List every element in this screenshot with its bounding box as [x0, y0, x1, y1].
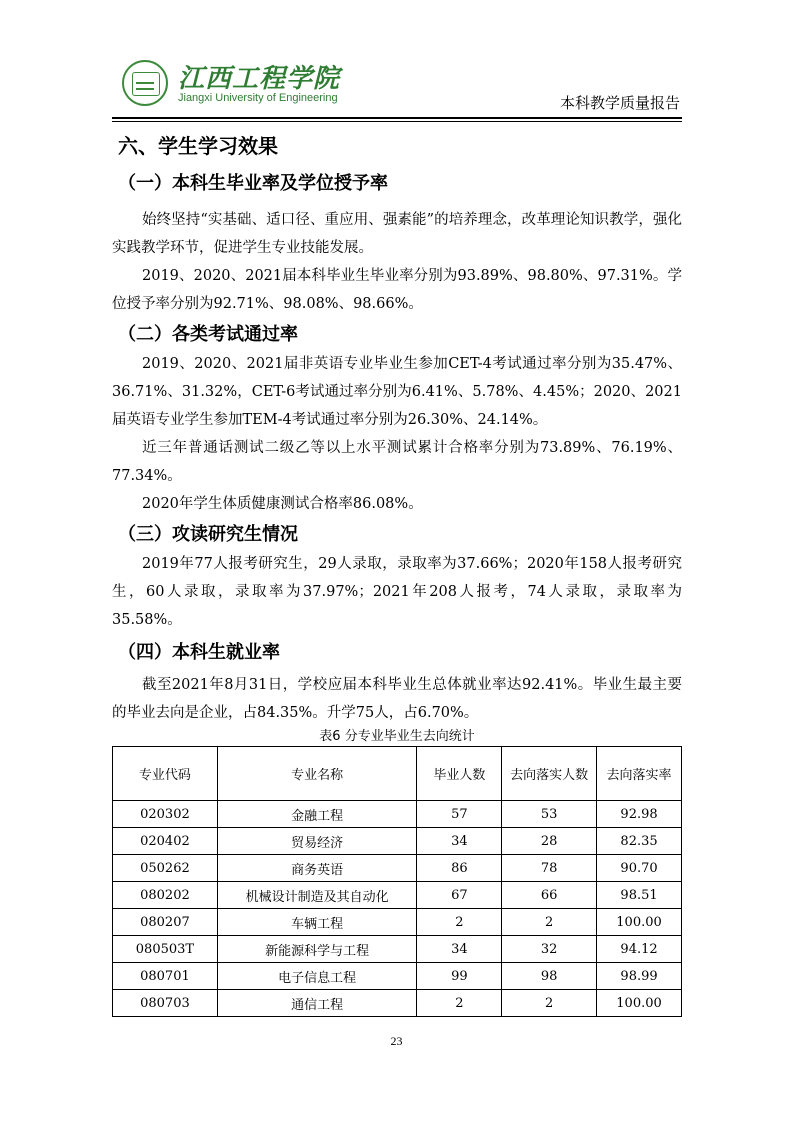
- placement-rate-cell: 98.99: [597, 963, 682, 990]
- table-caption: 表6 分专业毕业生去向统计: [319, 729, 475, 744]
- placement-rate-cell: 82.35: [597, 828, 682, 855]
- paragraph: 2020年学生体质健康测试合格率86.08%。: [142, 496, 423, 512]
- placement-rate-cell: 100.00: [597, 990, 682, 1017]
- destination-table: [112, 746, 682, 1017]
- report-title: 本科教学质量报告: [559, 94, 680, 112]
- major-name-cell: 电子信息工程: [217, 963, 417, 990]
- header-rule-thin: [112, 121, 682, 122]
- paragraph: 始终坚持“实基础、适口径、重应用、强素能”的培养理念，改革理论知识教学，强化实践教学环节，促进学生专业技能发展。: [112, 212, 682, 256]
- major-code-cell: 050262: [113, 855, 218, 882]
- school-name-cn: 江西工程学院: [178, 64, 341, 94]
- paragraph: 2019、2020、2021届非英语专业毕业生参加CET-4考试通过率分别为35.47%、36.71%、31.32%，CET-6考试通过率分别为6.41%、5.78%、4.45%；2020、2021届英语专业学生参加TEM-4考试通过率分别为26.30%、24.14%。: [112, 356, 682, 428]
- subsection-heading-3: （三）攻读研究生情况: [118, 524, 298, 545]
- column-header: 去向落实人数: [502, 747, 597, 801]
- graduates-cell: 99: [417, 963, 502, 990]
- graduates-cell: 34: [417, 828, 502, 855]
- page-number: 23: [390, 1034, 403, 1048]
- subsection-heading-1: （一）本科生毕业率及学位授予率: [118, 173, 388, 194]
- placed-cell: 66: [502, 882, 597, 909]
- table-row: [113, 936, 682, 963]
- table-row: [113, 990, 682, 1017]
- major-code-cell: 080703: [113, 990, 218, 1017]
- subsection-heading-4: （四）本科生就业率: [118, 642, 280, 663]
- graduates-cell: 34: [417, 936, 502, 963]
- school-name-en: Jiangxi University of Engineering: [178, 92, 338, 104]
- placed-cell: 28: [502, 828, 597, 855]
- major-code-cell: 080503T: [113, 936, 218, 963]
- paragraph: 截至2021年8月31日，学校应届本科毕业生总体就业率达92.41%。毕业生最主要的毕业去向是企业，占84.35%。升学75人，占6.70%。: [112, 677, 682, 721]
- major-code-cell: 080207: [113, 909, 218, 936]
- major-name-cell: 通信工程: [217, 990, 417, 1017]
- table-row: [113, 828, 682, 855]
- major-code-cell: 080202: [113, 882, 218, 909]
- paragraph: 近三年普通话测试二级乙等以上水平测试累计合格率分别为73.89%、76.19%、77.34%。: [112, 440, 682, 484]
- placed-cell: 53: [502, 801, 597, 828]
- section-title: 六、学生学习效果: [118, 134, 278, 158]
- table-row: [113, 882, 682, 909]
- graduates-cell: 67: [417, 882, 502, 909]
- graduates-cell: 86: [417, 855, 502, 882]
- table-row: [113, 801, 682, 828]
- header-rule: [112, 117, 682, 119]
- table-row: [113, 909, 682, 936]
- placement-rate-cell: 94.12: [597, 936, 682, 963]
- major-name-cell: 机械设计制造及其自动化: [217, 882, 417, 909]
- major-code-cell: 020402: [113, 828, 218, 855]
- placement-rate-cell: 92.98: [597, 801, 682, 828]
- school-emblem-icon: [122, 60, 168, 106]
- graduates-cell: 2: [417, 990, 502, 1017]
- paragraph: 2019年77人报考研究生，29人录取，录取率为37.66%；2020年158人报考研究生，60人录取，录取率为37.97%；2021年208人报考，74人录取，录取率为35.58%。: [112, 556, 682, 628]
- major-name-cell: 车辆工程: [217, 909, 417, 936]
- major-name-cell: 金融工程: [217, 801, 417, 828]
- graduates-cell: 2: [417, 909, 502, 936]
- page-header: [112, 52, 682, 117]
- placed-cell: 32: [502, 936, 597, 963]
- major-name-cell: 新能源科学与工程: [217, 936, 417, 963]
- placed-cell: 2: [502, 990, 597, 1017]
- major-name-cell: 贸易经济: [217, 828, 417, 855]
- table-row: [113, 855, 682, 882]
- graduates-cell: 57: [417, 801, 502, 828]
- placement-rate-cell: 98.51: [597, 882, 682, 909]
- column-header: 毕业人数: [417, 747, 502, 801]
- major-code-cell: 020302: [113, 801, 218, 828]
- column-header: 去向落实率: [597, 747, 682, 801]
- placement-rate-cell: 100.00: [597, 909, 682, 936]
- subsection-heading-2: （二）各类考试通过率: [118, 324, 298, 345]
- column-header: 专业名称: [217, 747, 417, 801]
- placed-cell: 78: [502, 855, 597, 882]
- major-name-cell: 商务英语: [217, 855, 417, 882]
- table-header-row: [113, 747, 682, 801]
- major-code-cell: 080701: [113, 963, 218, 990]
- placed-cell: 98: [502, 963, 597, 990]
- column-header: 专业代码: [113, 747, 218, 801]
- placed-cell: 2: [502, 909, 597, 936]
- table-row: [113, 963, 682, 990]
- paragraph: 2019、2020、2021届本科毕业生毕业率分别为93.89%、98.80%、97.31%。学位授予率分别为92.71%、98.08%、98.66%。: [112, 268, 682, 312]
- placement-rate-cell: 90.70: [597, 855, 682, 882]
